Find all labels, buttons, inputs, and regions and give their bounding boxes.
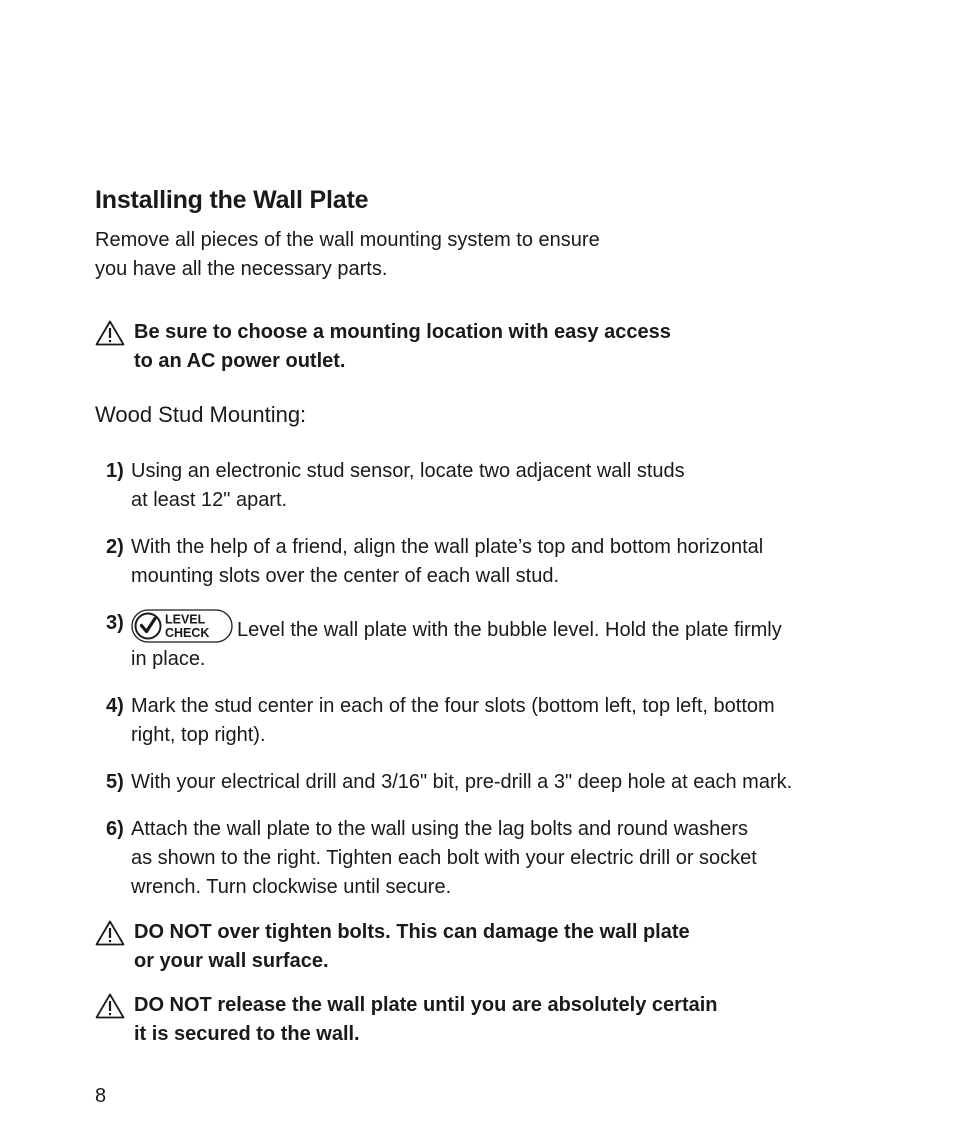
warning-line-1: DO NOT release the wall plate until you are absolutely certain bbox=[134, 994, 718, 1016]
warning-release-plate bbox=[95, 991, 815, 1049]
page-title: Installing the Wall Plate bbox=[95, 186, 369, 214]
step-text-line: wrench. Turn clockwise until secure. bbox=[131, 876, 452, 898]
step-number: 2) bbox=[106, 536, 124, 558]
section-heading: Wood Stud Mounting: bbox=[95, 402, 307, 427]
warning-icon bbox=[95, 320, 125, 346]
warning-line-2: to an AC power outlet. bbox=[134, 350, 346, 372]
steps-list bbox=[106, 457, 876, 920]
step-text-line: in place. bbox=[131, 648, 206, 670]
warning-line-2: it is secured to the wall. bbox=[134, 1023, 360, 1045]
intro-text bbox=[95, 226, 695, 284]
step-number: 6) bbox=[106, 818, 124, 840]
step-text-line: Mark the stud center in each of the four slots (bottom left, top left, bottom bbox=[131, 695, 775, 717]
step-number: 3) bbox=[106, 612, 124, 634]
warning-power-outlet bbox=[95, 318, 735, 376]
step-text-line: With the help of a friend, align the wall plate’s top and bottom horizontal bbox=[131, 536, 764, 558]
step-text-line: right, top right). bbox=[131, 724, 266, 746]
intro-line-1: Remove all pieces of the wall mounting system to ensure bbox=[95, 229, 600, 251]
level-check-top-text: LEVEL bbox=[165, 612, 206, 627]
step-number: 1) bbox=[106, 460, 124, 482]
step-text-line: at least 12" apart. bbox=[131, 489, 288, 511]
step-number: 5) bbox=[106, 771, 124, 793]
warning-line-1: DO NOT over tighten bolts. This can damage the wall plate bbox=[134, 921, 690, 943]
warning-over-tighten bbox=[95, 918, 775, 976]
intro-line-2: you have all the necessary parts. bbox=[95, 258, 388, 280]
warning-icon bbox=[95, 920, 125, 946]
level-check-bottom-text: CHECK bbox=[165, 626, 210, 640]
step-number: 4) bbox=[106, 695, 124, 717]
step-text-line: as shown to the right. Tighten each bolt with your electric drill or socket bbox=[131, 847, 757, 869]
warning-line-2: or your wall surface. bbox=[134, 950, 329, 972]
step-text-line: With your electrical drill and 3/16" bit, pre-drill a 3" deep hole at each mark. bbox=[131, 771, 793, 793]
step-item bbox=[106, 457, 876, 515]
step-text-line: Using an electronic stud sensor, locate two adjacent wall studs bbox=[131, 460, 685, 482]
step-item bbox=[106, 609, 876, 674]
level-check-icon bbox=[131, 609, 233, 643]
warning-icon bbox=[95, 993, 125, 1019]
step-item bbox=[106, 815, 876, 902]
page-number: 8 bbox=[95, 1085, 107, 1107]
step-item bbox=[106, 533, 876, 591]
warning-line-1: Be sure to choose a mounting location with easy access bbox=[134, 321, 671, 343]
step-item bbox=[106, 692, 876, 750]
step-text-line: Attach the wall plate to the wall using the lag bolts and round washers bbox=[131, 818, 749, 840]
step-text-line: Level the wall plate with the bubble level. Hold the plate firmly bbox=[237, 619, 782, 641]
step-text-line: mounting slots over the center of each wall stud. bbox=[131, 565, 560, 587]
step-item bbox=[106, 768, 876, 797]
